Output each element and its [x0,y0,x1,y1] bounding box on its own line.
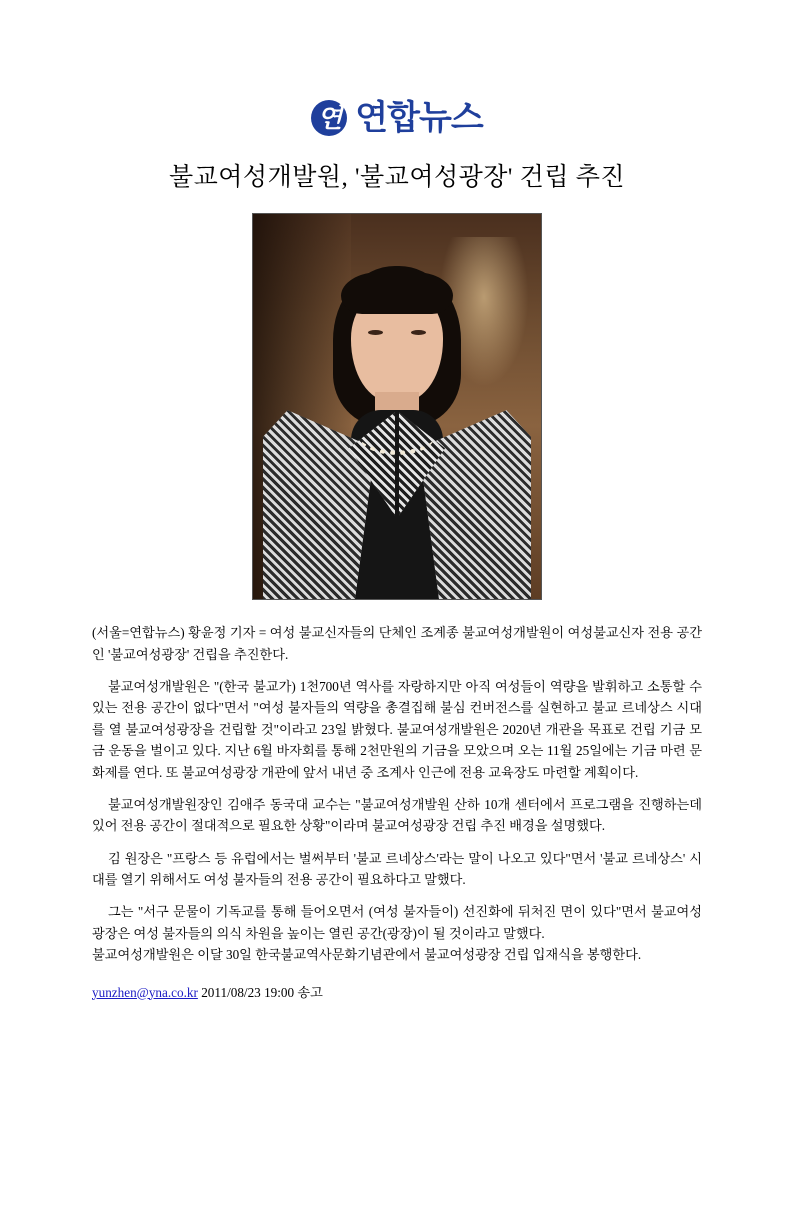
article-paragraph-3: 김 원장은 "프랑스 등 유럽에서는 벌써부터 '불교 르네상스'라는 말이 나오고 있다"면서 '불교 르네상스' 시대를 열기 위해서도 여성 불자들의 전용 공간이 필요하다고 말했다. [92,850,702,887]
page-title: 불교여성개발원, '불교여성광장' 건립 추진 [168,164,626,191]
article-paragraph-2: 불교여성개발원장인 김애주 동국대 교수는 "불교여성개발원 산하 10개 센터에서 프로그램을 진행하는데 있어 전용 공간이 절대적으로 필요한 상황"이라며 불교여성광장 건립 추진 배경을 설명했다. [92,796,702,834]
reporter-email-link[interactable]: yunzhen@yna.co.kr [92,984,198,1000]
article-body [92,622,702,965]
portrait-necklace [360,420,434,455]
publish-timestamp: 2011/08/23 19:00 송고 [201,984,323,1000]
logo-wordmark: 연합뉴스 [355,99,483,137]
article-footer [92,982,702,1003]
article-paragraph-4: 그는 "서구 문물이 기독교를 통해 들어오면서 (여성 불자들이) 선진화에 뒤처진 면이 있다"면서 불교여성광장은 여성 불자들의 의식 차원을 높이는 열린 공간(광장)이 될 것이라고 말했다. [92,904,702,941]
article-photo [252,213,542,600]
logo-glyph: 연 [317,103,342,133]
article-lead: (서울=연합뉴스) 황윤정 기자 = 여성 불교신자들의 단체인 조계종 불교여성개발원이 여성불교신자 전용 공간인 '불교여성광장' 건립을 추진한다. [92,625,702,662]
masthead [92,96,702,140]
article-paragraph-5: 불교여성개발원은 이달 30일 한국불교역사문화기념관에서 불교여성광장 건립 입재식을 봉행한다. [92,947,642,963]
portrait-fringe [341,272,453,314]
photo-container [92,213,702,600]
article-paragraph-1: 불교여성개발원은 "(한국 불교가) 1천700년 역사를 자랑하지만 아직 여성들이 역량을 발휘하고 소통할 수 있는 전용 공간이 없다"면서 "여성 불자들의 역량을 총결집해 불심 컨버전스를 실현하고 불교 르네상스 시대를 열 불교여성광장을 건립할 것"이라고 23일 밝혔다. 불교여성개발원은 2020년 개관을 목표로 건립 기금 모금 운동을 벌이고 있다. 지난 6월 바자회를 통해 2천만원의 기금을 모았으며 오는 11월 25일에는 기금 마련 문화제를 연다. 또 불교여성광장 개관에 앞서 내년 중 조계사 인근에 전용 교육장도 마련할 계획이다. [92,679,702,780]
document-page [0,96,794,1219]
logo-circle-icon [311,100,347,136]
